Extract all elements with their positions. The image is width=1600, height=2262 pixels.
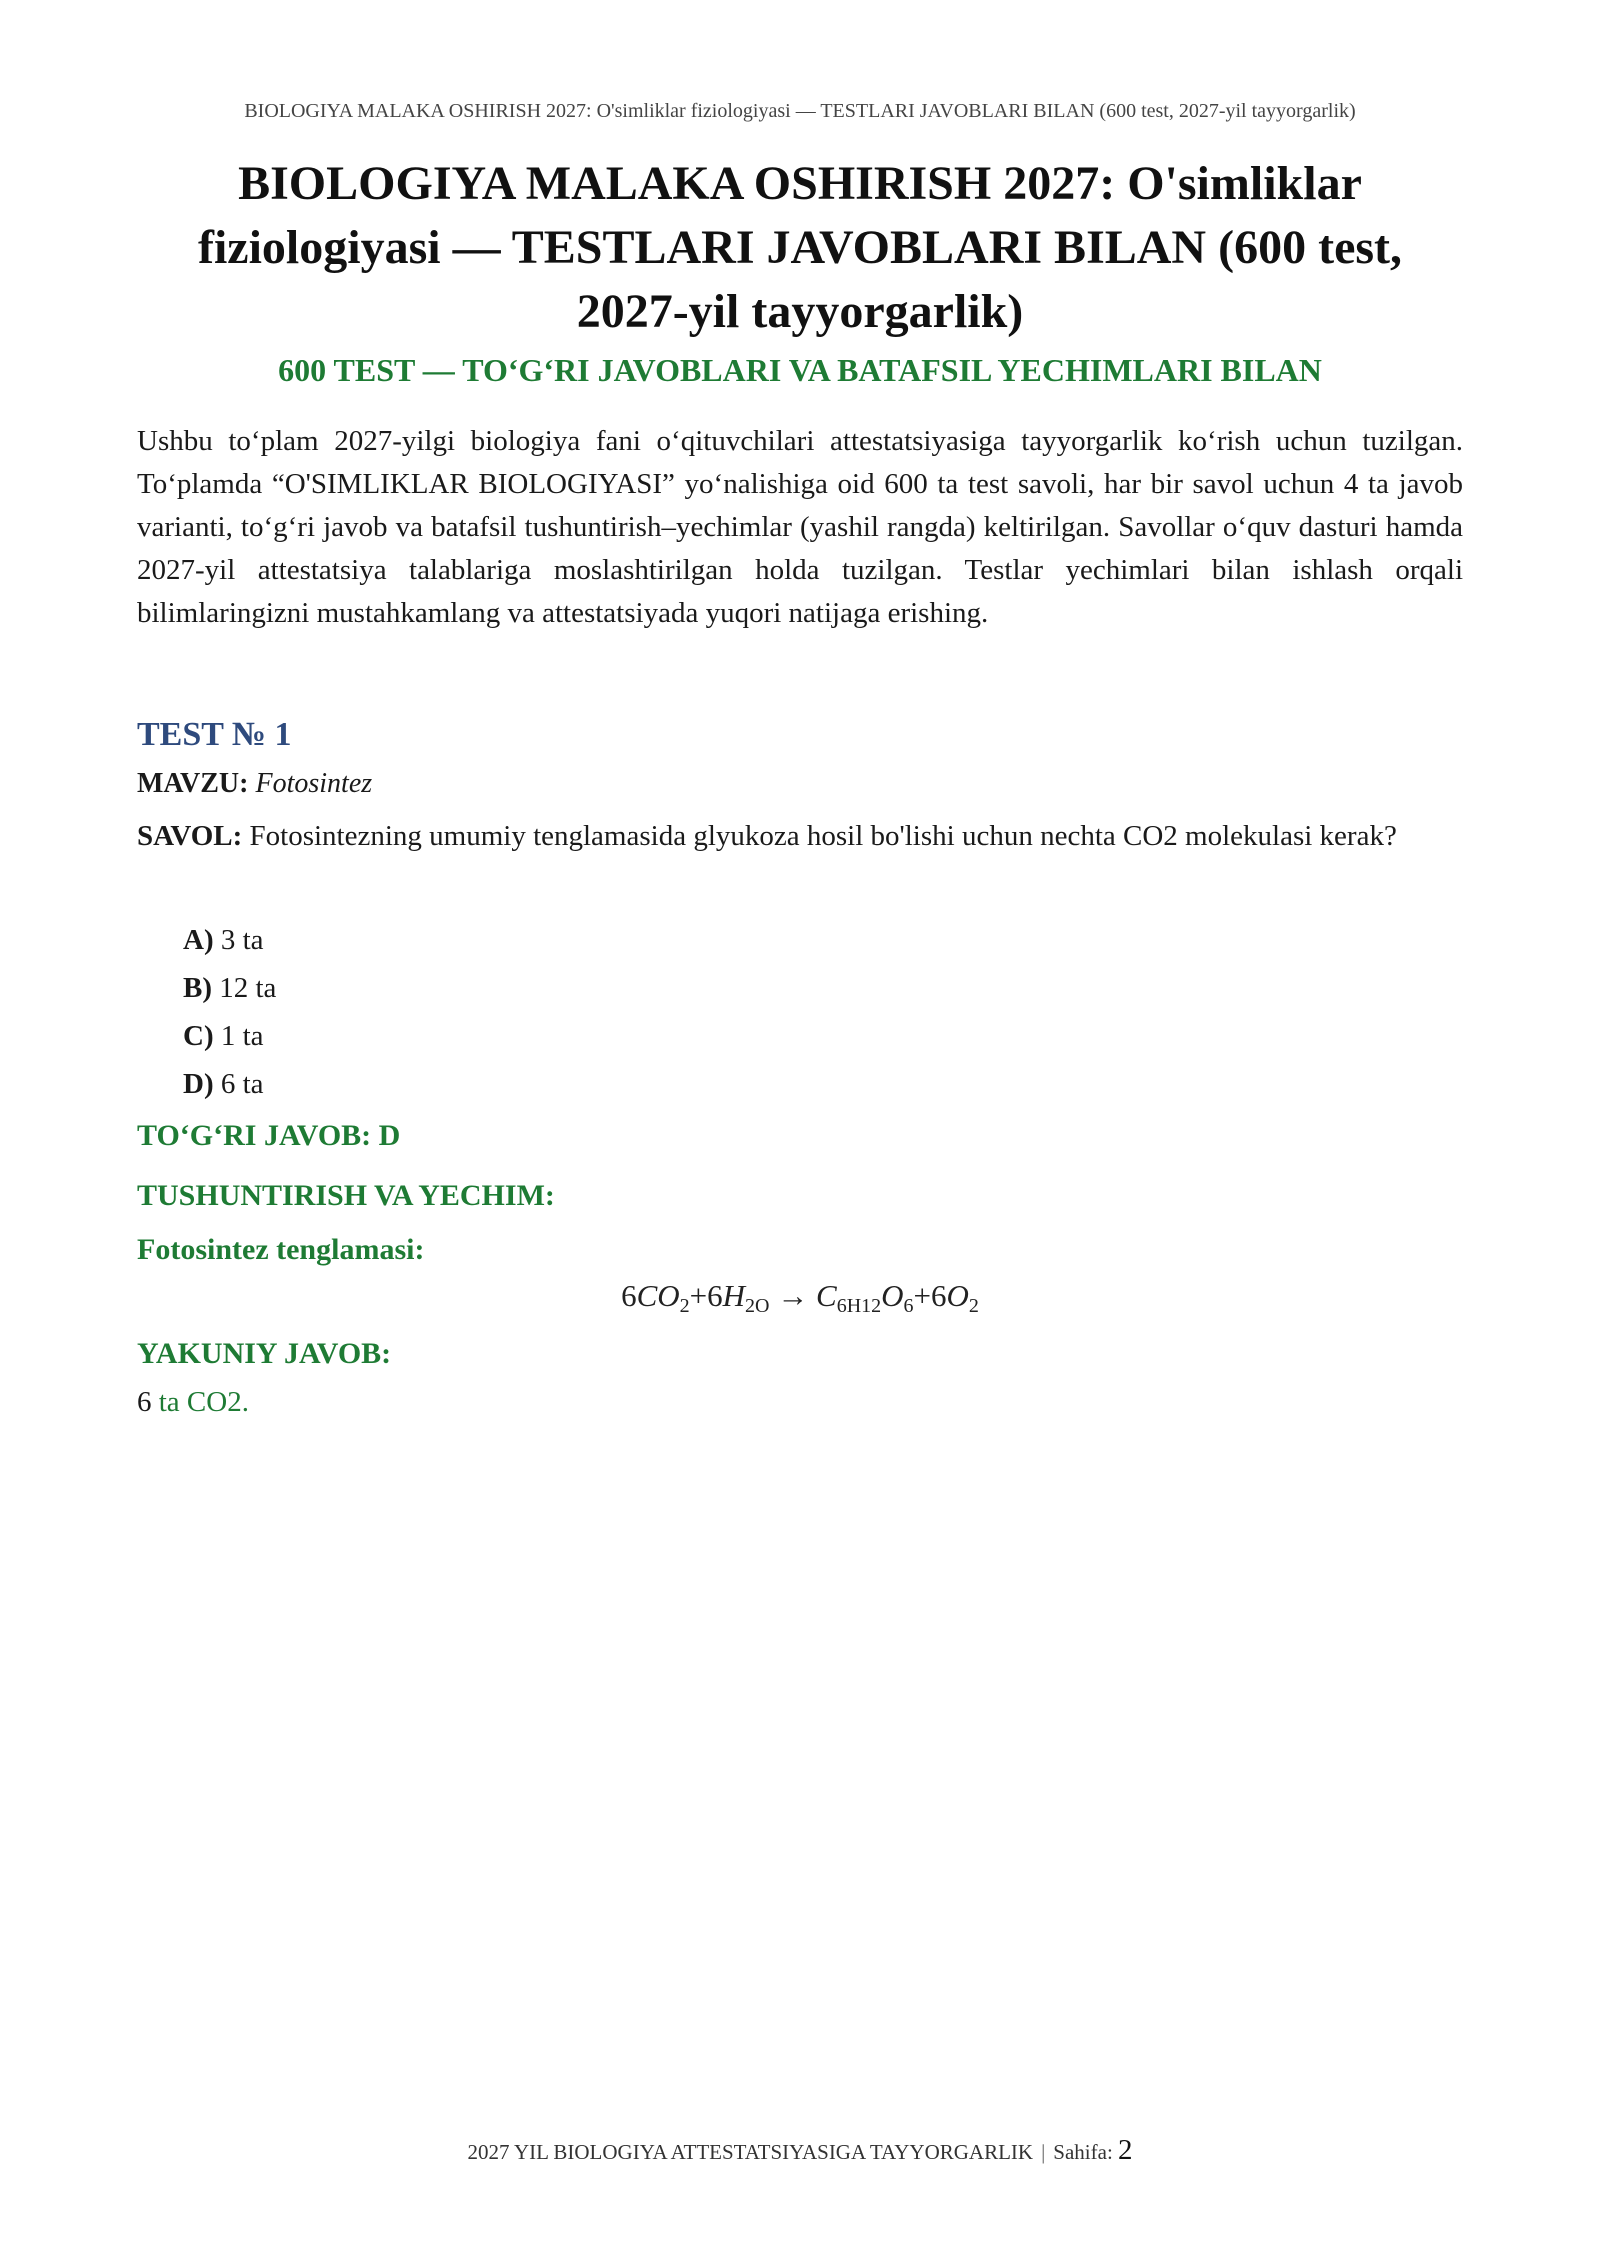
page-footer — [0, 2132, 1600, 2170]
final-answer-heading: YAKUNIY JAVOB: — [137, 1337, 392, 1370]
option-text: 12 ta — [219, 972, 277, 1004]
question-line — [137, 815, 1463, 858]
option-text: 1 ta — [220, 1020, 264, 1052]
eq-symbol: O — [657, 1278, 680, 1313]
eq-symbol: C — [636, 1278, 658, 1313]
eq-subscript: 2 — [968, 1295, 979, 1317]
test-heading: TEST № 1 — [137, 716, 292, 753]
eq-plus: + — [689, 1278, 708, 1313]
explanation-heading: TUSHUNTIRISH VA YECHIM: — [137, 1179, 555, 1212]
eq-subscript: 6H12 — [836, 1295, 882, 1317]
option-letter: D) — [183, 1068, 214, 1100]
eq-symbol: C — [816, 1278, 837, 1313]
eq-coef: 6 — [621, 1278, 637, 1313]
eq-subscript: 2O — [745, 1295, 770, 1317]
option-text: 6 ta — [220, 1068, 264, 1100]
eq-coef: 6 — [931, 1278, 947, 1313]
correct-answer: TO‘G‘RI JAVOB: D — [137, 1119, 401, 1152]
equation-label: Fotosintez tenglamasi: — [137, 1233, 425, 1266]
option-text: 3 ta — [220, 924, 264, 956]
answer-options — [183, 916, 276, 1108]
eq-plus: + — [913, 1278, 932, 1313]
eq-arrow: → — [777, 1278, 809, 1313]
option-b — [183, 964, 276, 1012]
page-label: Sahifa: — [1053, 2140, 1113, 2164]
eq-subscript: 6 — [903, 1295, 914, 1317]
photosynthesis-equation — [0, 1272, 1600, 1330]
option-d — [183, 1060, 276, 1108]
page-title: BIOLOGIYA MALAKA OSHIRISH 2027: O'simliklar fiziologiyasi — TESTLARI JAVOBLARI BILAN (600 test, 2027-yil tayyorgarlik) — [197, 157, 1403, 338]
option-letter: C) — [183, 1020, 214, 1052]
running-header: BIOLOGIYA MALAKA OSHIRISH 2027: O'simliklar fiziologiyasi — TESTLARI JAVOBLARI BILAN (600 test, 2027-yil tayyorgarlik) — [244, 100, 1356, 122]
page-number: 2 — [1118, 2134, 1133, 2166]
question-text: Fotosintezning umumiy tenglamasida glyukoza hosil bo'lishi uchun nechta CO2 molekulasi kerak? — [249, 820, 1397, 852]
topic-value: Fotosintez — [255, 768, 373, 799]
footer-text: 2027 YIL BIOLOGIYA ATTESTATSIYASIGA TAYYORGARLIK — [467, 2140, 1034, 2164]
final-answer-text: ta CO2. — [158, 1386, 249, 1418]
option-letter: B) — [183, 972, 212, 1004]
subtitle: 600 TEST — TO‘G‘RI JAVOBLARI VA BATAFSIL YECHIMLARI BILAN — [278, 352, 1322, 388]
eq-symbol: O — [946, 1278, 969, 1313]
final-answer-number: 6 — [137, 1386, 152, 1418]
eq-symbol: H — [722, 1278, 746, 1313]
question-label: SAVOL: — [137, 820, 243, 852]
option-letter: A) — [183, 924, 214, 956]
final-answer — [137, 1382, 249, 1422]
option-a — [183, 916, 276, 964]
footer-separator: | — [1041, 2140, 1046, 2164]
topic-label: MAVZU: — [137, 768, 249, 799]
option-c — [183, 1012, 276, 1060]
eq-coef: 6 — [707, 1278, 723, 1313]
eq-subscript: 2 — [679, 1295, 690, 1317]
intro-paragraph: Ushbu to‘plam 2027-yilgi biologiya fani o‘qituvchilari attestatsiyasiga tayyorgarlik ko‘rish uchun tuzilgan. To‘plamda “O'SIMLIKLAR BIOLOGIYASI” yo‘nalishiga oid 600 ta test savoli, har bir savol uchun 4 ta javob varianti, to‘g‘ri javob va batafsil tushuntirish–yechimlar (yashil rangda) keltirilgan. Savollar o‘quv dasturi hamda 2027-yil attestatsiya talablariga moslashtirilgan holda tuzilgan. Testlar yechimlari bilan ishlash orqali bilimlaringizni mustahkamlang va attestatsiyada yuqori natijaga erishing. — [137, 425, 1463, 629]
eq-symbol: O — [881, 1278, 904, 1313]
topic-line — [137, 766, 372, 802]
